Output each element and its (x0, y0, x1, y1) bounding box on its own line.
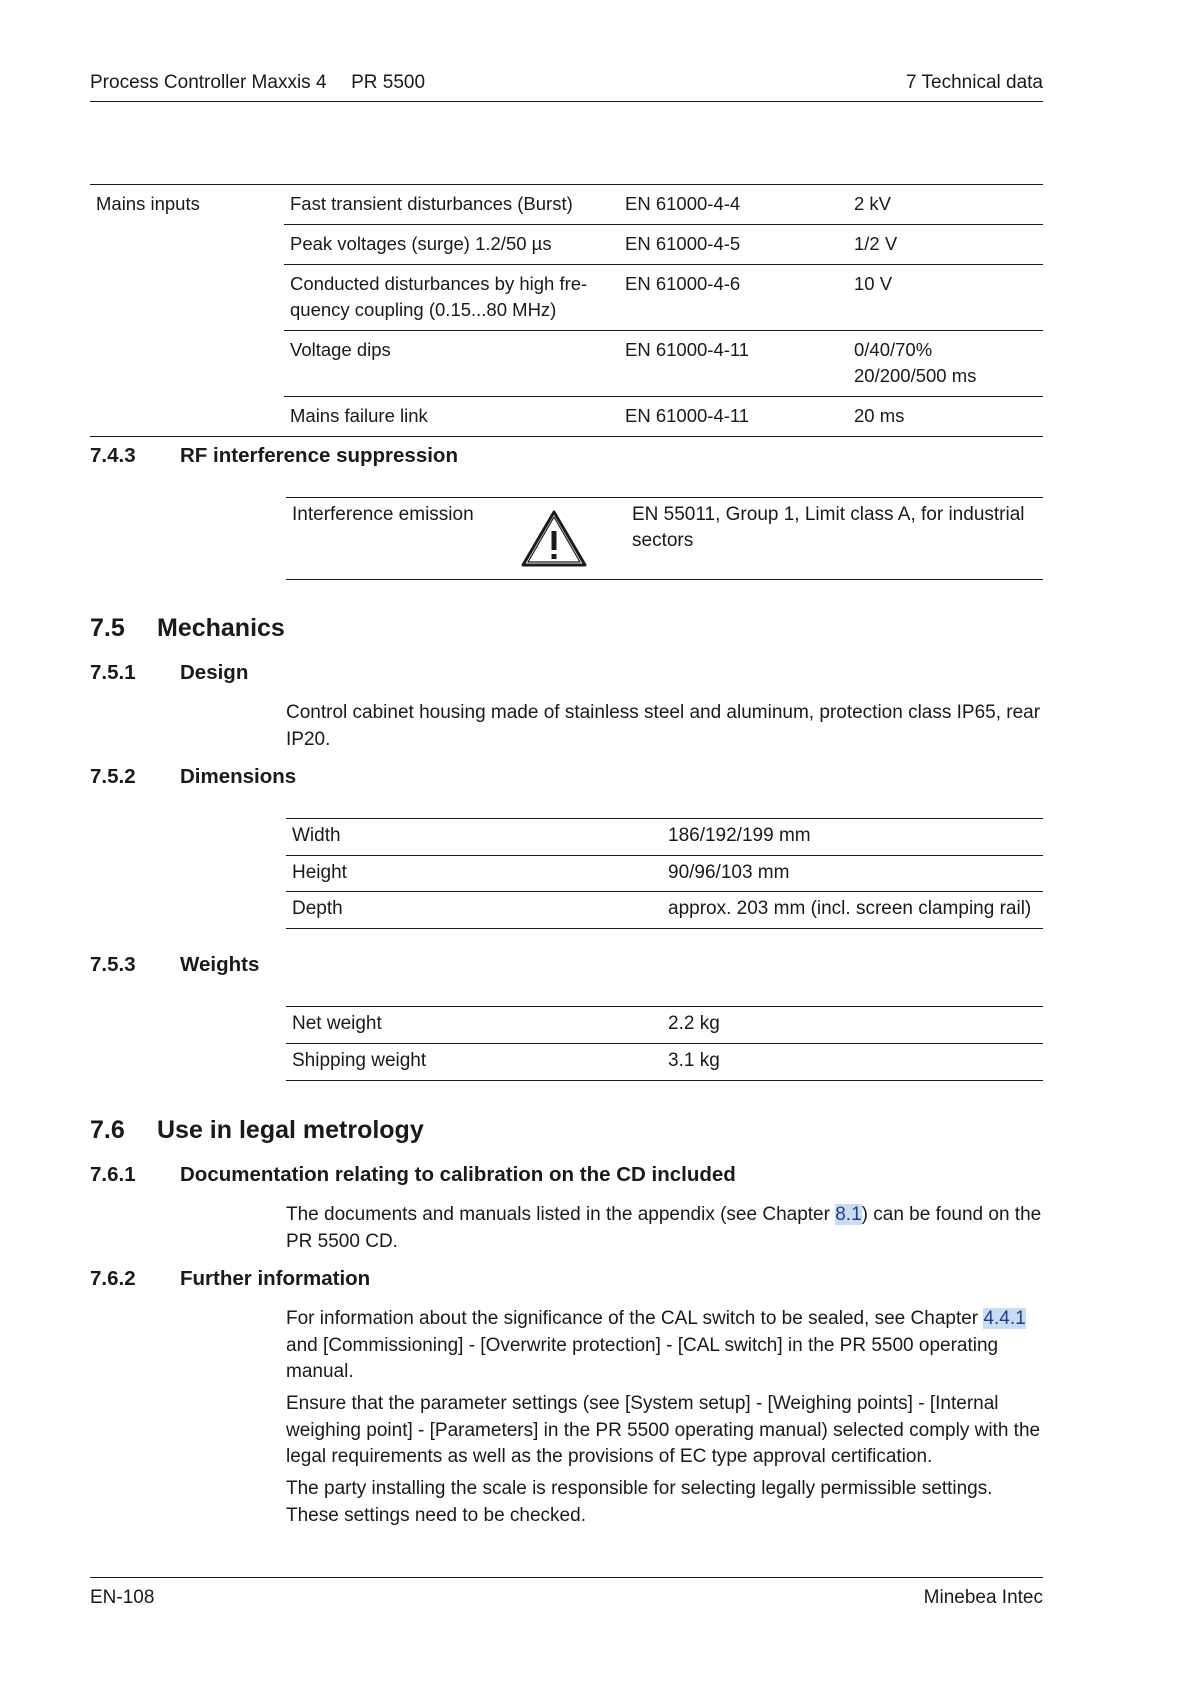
table-cell-value: 0/40/70% 20/200/500 ms (848, 331, 1043, 397)
responsibility-paragraph: The party installing the scale is responsible for selecting legally permissible settings. These settings need to be checked. (286, 1478, 993, 1526)
table-rule (286, 1080, 1043, 1081)
table-cell-standard: EN 61000-4-6 (619, 265, 848, 331)
table-cell-test: Voltage dips (284, 331, 619, 397)
table-cell-test: Fast transient disturbances (Burst) (284, 185, 619, 225)
section-number: 7.6 (90, 1116, 125, 1144)
table-cell-standard: EN 61000-4-11 (619, 397, 848, 437)
warning-icon (520, 509, 588, 569)
table-rule (286, 579, 1043, 580)
dimension-label: Width (292, 825, 341, 846)
table-rule (286, 891, 1043, 892)
dimension-label: Height (292, 862, 347, 883)
table-rule (286, 497, 1043, 498)
table-rule (286, 1006, 1043, 1007)
weight-label: Shipping weight (292, 1050, 427, 1071)
header-title (90, 72, 425, 94)
section-title: Use in legal metrology (157, 1116, 424, 1144)
dimension-value: 90/96/103 mm (668, 862, 790, 883)
design-paragraph: Control cabinet housing made of stainless steel and aluminum, protection class IP65, rear IP20. (286, 702, 1041, 750)
section-title: Documentation relating to calibration on the CD included (180, 1163, 736, 1186)
table-cell-test: Mains failure link (284, 397, 619, 437)
header-chapter: 7 Technical data (906, 72, 1043, 93)
dimension-value: approx. 203 mm (incl. screen clamping rail) (668, 898, 1032, 919)
table-rule (286, 818, 1043, 819)
table-rule (286, 855, 1043, 856)
dimension-value: 186/192/199 mm (668, 825, 811, 846)
further-info-paragraph: For information about the significance of the CAL switch to be sealed, see Chapter 4.4.1 and [Commissioning] - [Overwrite protection] - [CAL switch] in the PR 5500 operating manual. (286, 1308, 1026, 1382)
section-title: Weights (180, 953, 260, 976)
table-cell-standard: EN 61000-4-4 (619, 185, 848, 225)
dimension-label: Depth (292, 898, 343, 919)
section-title: Dimensions (180, 765, 297, 788)
mains-group-label: Mains inputs (90, 185, 284, 437)
table-rule (286, 928, 1043, 929)
section-number: 7.5.3 (90, 953, 136, 976)
section-title: Mechanics (157, 614, 285, 642)
section-number: 7.5.2 (90, 765, 136, 788)
table-cell-value: 1/2 V (848, 225, 1043, 265)
table-cell-test: Peak voltages (surge) 1.2/50 µs (284, 225, 619, 265)
section-number: 7.5 (90, 614, 125, 642)
mains-inputs-table (90, 184, 1043, 437)
table-cell-test: Conducted disturbances by high fre- quency coupling (0.15...80 MHz) (284, 265, 619, 331)
table-cell-value: 10 V (848, 265, 1043, 331)
table-row (90, 185, 1043, 225)
interference-label: Interference emission (292, 504, 474, 525)
weight-label: Net weight (292, 1013, 382, 1034)
table-cell-value: 2 kV (848, 185, 1043, 225)
header-product: Process Controller Maxxis 4 (90, 72, 327, 93)
section-title: Further information (180, 1267, 371, 1290)
chapter-link[interactable]: 8.1 (835, 1204, 862, 1225)
weight-value: 2.2 kg (668, 1013, 720, 1034)
chapter-link[interactable]: 4.4.1 (983, 1308, 1026, 1329)
table-cell-standard: EN 61000-4-11 (619, 331, 848, 397)
page-number: EN-108 (90, 1587, 155, 1608)
settings-paragraph: Ensure that the parameter settings (see [System setup] - [Weighing points] - [Internal weighing point] - [Parameters] in the PR 5500 operating manual) selected comply with the legal requirements as well as the provisions of EC type approval certification. (286, 1393, 1041, 1467)
footer-divider (90, 1577, 1043, 1578)
table-cell-standard: EN 61000-4-5 (619, 225, 848, 265)
section-number: 7.4.3 (90, 444, 136, 467)
section-number: 7.6.1 (90, 1163, 136, 1186)
table-cell-value: 20 ms (848, 397, 1043, 437)
section-title: Design (180, 661, 249, 684)
footer-company: Minebea Intec (923, 1587, 1043, 1608)
section-number: 7.6.2 (90, 1267, 136, 1290)
header-divider (90, 101, 1043, 102)
interference-value: EN 55011, Group 1, Limit class A, for industrial sectors (632, 504, 1025, 551)
section-title: RF interference suppression (180, 444, 458, 467)
weight-value: 3.1 kg (668, 1050, 720, 1071)
table-rule (286, 1043, 1043, 1044)
section-number: 7.5.1 (90, 661, 136, 684)
header-model: PR 5500 (351, 72, 426, 93)
documentation-paragraph: The documents and manuals listed in the appendix (see Chapter 8.1) can be found on the PR 5500 CD. (286, 1204, 1042, 1252)
